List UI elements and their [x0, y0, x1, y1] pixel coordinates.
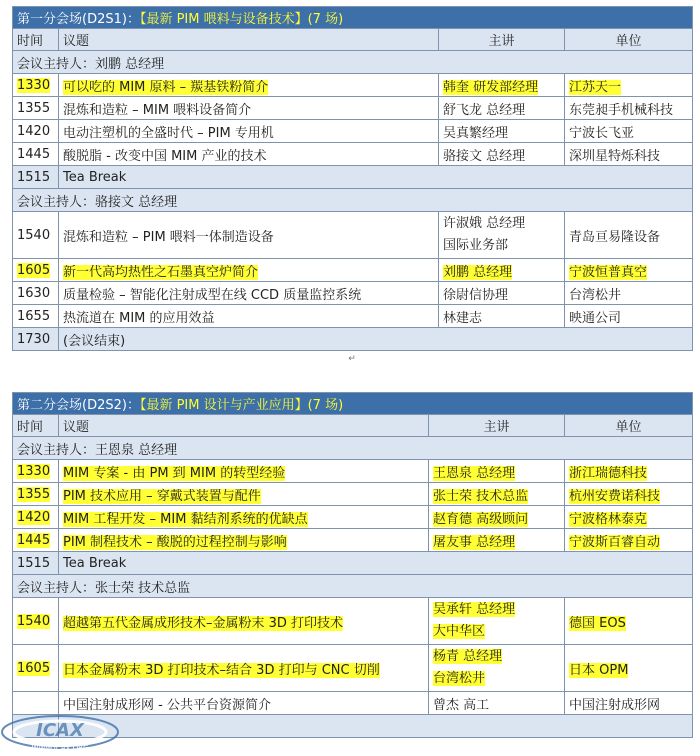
topic-cell: MIM 工程开发 – MIM 黏结剂系统的优缺点 — [63, 511, 308, 527]
org-cell: 宁波斯百睿自动 — [569, 534, 661, 550]
org-cell: 深圳星特烁科技 — [565, 143, 693, 166]
session-1 — [12, 6, 692, 365]
host-row: 会议主持人：张士荣 技术总监 — [13, 575, 693, 598]
org-cell: 宁波恒普真空 — [569, 264, 648, 280]
paragraph-mark: ↵ — [348, 354, 356, 364]
org-cell: 德国 EOS — [569, 615, 626, 631]
speaker-cell: 韩奎 研发部经理 — [443, 79, 539, 95]
topic-cell: MIM 专案 - 由 PM 到 MIM 的转型经验 — [63, 465, 286, 481]
topic-cell: PIM 技术应用 – 穿戴式装置与配件 — [63, 488, 261, 504]
host-row: 会议主持人：骆接文 总经理 — [13, 189, 693, 212]
table-row — [13, 460, 693, 483]
speaker-dept: 台湾松井 — [433, 671, 486, 686]
time-cell: 1515 — [13, 552, 59, 575]
table-row — [13, 483, 693, 506]
topic-cell: 热流道在 MIM 的应用效益 — [59, 305, 439, 328]
header-topic: 议题 — [59, 415, 429, 437]
time-cell: 1515 — [13, 166, 59, 189]
org-cell: 映通公司 — [565, 305, 693, 328]
time-cell: 1540 — [13, 212, 59, 259]
speaker-cell: 赵育德 高级顾问 — [433, 511, 529, 527]
speaker-cell: 曾杰 高工 — [429, 692, 565, 715]
topic-cell: 电动注塑机的全盛时代 – PIM 专用机 — [59, 120, 439, 143]
topic-cell: 混炼和造粒 – PIM 喂料一体制造设备 — [59, 212, 439, 259]
table-row — [13, 74, 693, 97]
table-row — [13, 259, 693, 282]
speaker-cell: 屠友事 总经理 — [433, 534, 516, 550]
speaker-cell: 骆接文 总经理 — [439, 143, 565, 166]
table-row — [13, 212, 693, 259]
time-cell: 1330 — [17, 463, 51, 479]
topic-cell: 中国注射成形网 - 公共平台资源简介 — [59, 692, 429, 715]
org-cell: 中国注射成形网 — [565, 692, 693, 715]
break-label: Tea Break — [59, 552, 693, 575]
speaker-cell: 林建志 — [439, 305, 565, 328]
header-topic: 议题 — [59, 29, 439, 51]
speaker-cell — [439, 212, 565, 259]
org-cell: 青岛亘易隆设备 — [565, 212, 693, 259]
time-cell: 1540 — [17, 613, 51, 629]
time-cell: 1420 — [17, 509, 51, 525]
speaker-cell: 刘鹏 总经理 — [443, 264, 513, 280]
org-cell: 江苏天一 — [569, 79, 622, 95]
header-org: 单位 — [565, 415, 693, 437]
time-cell: 1605 — [17, 262, 51, 278]
table-row — [13, 506, 693, 529]
time-cell: 1445 — [13, 143, 59, 166]
table-row — [13, 305, 693, 328]
session-title — [13, 7, 693, 29]
speaker-name: 杨青 总经理 — [433, 649, 503, 664]
org-cell: 日本 OPM — [569, 662, 629, 678]
session-topic: 【最新 PIM 喂料与设备技术】(7 场) — [139, 12, 344, 27]
topic-cell: 混炼和造粒 – MIM 喂料设备简介 — [59, 97, 439, 120]
break-label: Tea Break — [59, 166, 693, 189]
topic-cell: 可以吃的 MIM 原料 – 羰基铁粉简介 — [63, 79, 269, 95]
org-cell: 台湾松井 — [565, 282, 693, 305]
speaker-dept: 国际业务部 — [443, 238, 509, 253]
speaker-name: 吴承轩 总经理 — [433, 602, 516, 617]
session-1-title-row — [13, 7, 693, 29]
host-row: 会议主持人：王恩泉 总经理 — [13, 437, 693, 460]
speaker-cell: 舒飞龙 总经理 — [439, 97, 565, 120]
org-cell: 杭州安费诺科技 — [569, 488, 661, 504]
org-cell: 宁波格林泰克 — [569, 511, 648, 527]
time-cell: 1630 — [13, 282, 59, 305]
speaker-cell: 吴真繁经理 — [439, 120, 565, 143]
header-speaker: 主讲 — [429, 415, 565, 437]
speaker-cell: 王恩泉 总经理 — [433, 465, 516, 481]
header-speaker: 主讲 — [439, 29, 565, 51]
table-row — [13, 529, 693, 552]
break-row — [13, 552, 693, 575]
speaker-cell — [429, 645, 565, 692]
icax-watermark-logo — [0, 708, 140, 756]
svg-text:WWW.ICAX.ORG: WWW.ICAX.ORG — [31, 744, 89, 752]
break-row — [13, 166, 693, 189]
time-cell: 1355 — [17, 486, 51, 502]
org-cell: 浙江瑞德科技 — [569, 465, 648, 481]
time-cell: 1445 — [17, 532, 51, 548]
header-time: 时间 — [13, 29, 59, 51]
host-row: 会议主持人：刘鹏 总经理 — [13, 51, 693, 74]
topic-cell: PIM 制程技术 – 酸脱的过程控制与影响 — [63, 534, 287, 550]
session-2-title-row — [13, 393, 693, 415]
session-topic: 【最新 PIM 设计与产业应用】(7 场) — [139, 398, 344, 413]
topic-cell: 质量检验 – 智能化注射成型在线 CCD 质量监控系统 — [59, 282, 439, 305]
speaker-cell: 徐尉信协理 — [439, 282, 565, 305]
table-row — [13, 282, 693, 305]
table-row — [13, 120, 693, 143]
time-cell: 1605 — [17, 660, 51, 676]
end-label: (会议结束) — [59, 328, 693, 351]
session-code: 第二分会场(D2S2)： — [17, 398, 140, 413]
table-row — [13, 598, 693, 645]
topic-cell: 超越第五代金属成形技术–金属粉末 3D 打印技术 — [63, 615, 344, 631]
session-title — [13, 393, 693, 415]
session-code: 第一分会场(D2S1)： — [17, 12, 140, 27]
time-cell: 1730 — [13, 328, 59, 351]
speaker-name: 许淑娥 总经理 — [443, 216, 526, 231]
time-cell: 1655 — [13, 305, 59, 328]
end-row — [13, 328, 693, 351]
org-cell: 东莞昶手机械科技 — [565, 97, 693, 120]
svg-text:ICAX: ICAX — [36, 720, 84, 741]
org-cell: 宁波长飞亚 — [565, 120, 693, 143]
time-cell: 1330 — [17, 77, 51, 93]
speaker-cell — [429, 598, 565, 645]
header-time: 时间 — [13, 415, 59, 437]
session-2 — [12, 392, 692, 738]
time-cell: 1420 — [13, 120, 59, 143]
header-row — [13, 29, 693, 51]
topic-cell — [59, 715, 693, 738]
session-2-table — [12, 392, 693, 738]
table-row — [13, 645, 693, 692]
topic-cell: 日本金属粉末 3D 打印技术–结合 3D 打印与 CNC 切削 — [63, 662, 380, 678]
time-cell: 1355 — [13, 97, 59, 120]
header-row — [13, 415, 693, 437]
session-1-table — [12, 6, 693, 351]
topic-cell: 酸脱脂 - 改变中国 MIM 产业的技术 — [59, 143, 439, 166]
topic-cell: 新一代高均热性之石墨真空炉简介 — [63, 264, 259, 280]
table-row — [13, 97, 693, 120]
speaker-dept: 大中华区 — [433, 624, 486, 639]
table-row — [13, 143, 693, 166]
speaker-cell: 张士荣 技术总监 — [433, 488, 529, 504]
header-org: 单位 — [565, 29, 693, 51]
